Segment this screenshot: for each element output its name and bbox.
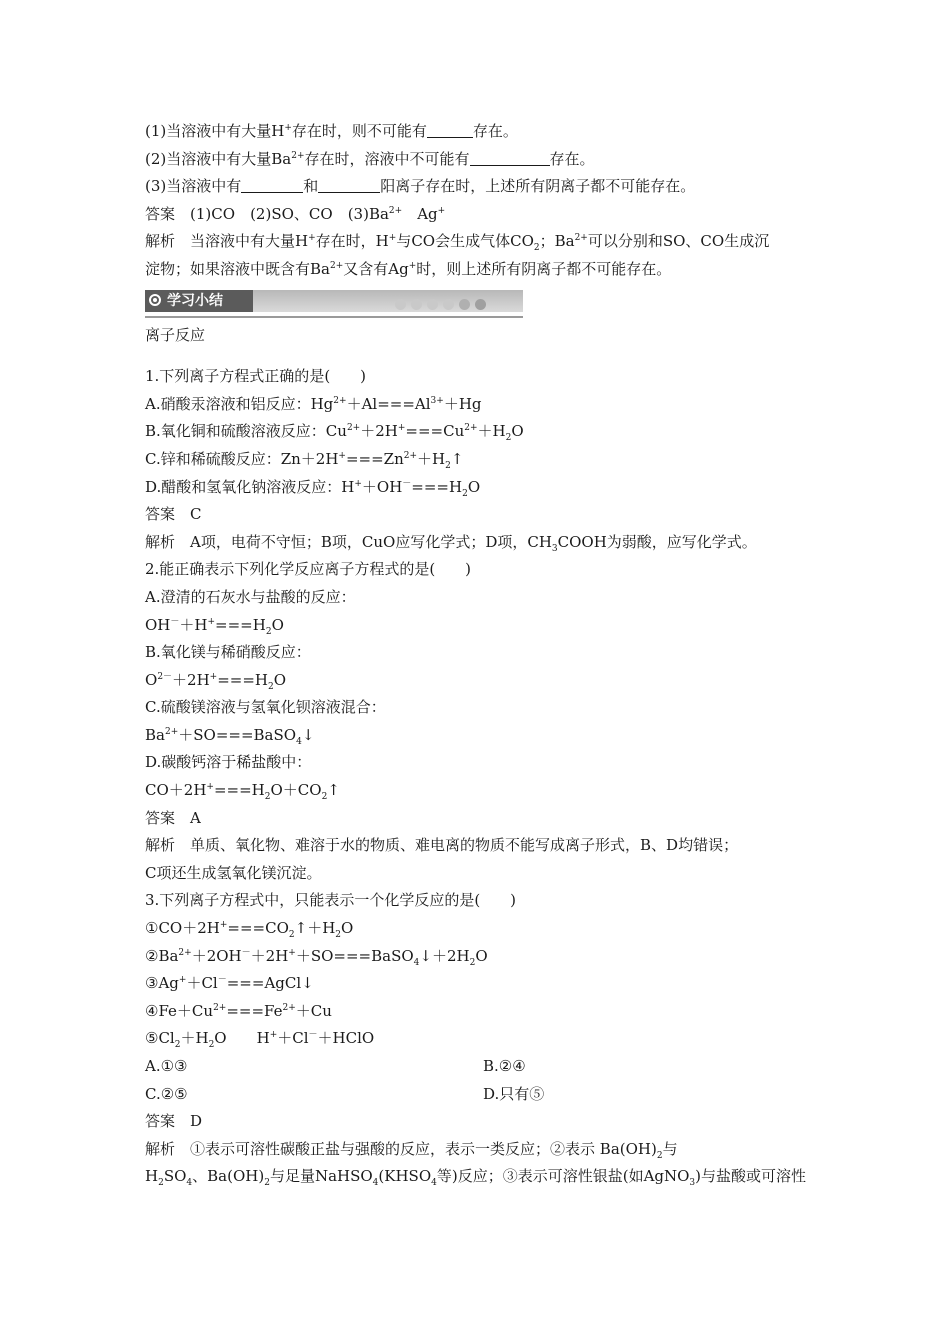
dot-icon: [427, 299, 438, 310]
section-banner: [145, 286, 825, 318]
intro-analysis-line2: 淀物；如果溶液中既含有$Ba^{2+}$又含有Ag+时，则上述所有阴离子都不可能存在。: [145, 259, 672, 278]
q1-stem: 1.下列离子方程式正确的是( ): [145, 367, 367, 386]
q3-options-row1: [145, 1053, 825, 1081]
q3-analysis-line1: 解析 ①表示可溶性碳酸正盐与强酸的反应，表示一类反应；②表示 $Ba(OH)_2$与: [145, 1139, 678, 1161]
document-page: [145, 118, 825, 1191]
q3-equation-4: $④Fe+Cu^{2+}===Fe^{2+}+Cu$: [145, 1001, 332, 1020]
q3-answer: 答案 D: [145, 1112, 203, 1131]
dot-icon: [443, 299, 454, 310]
q2-analysis-line1: 解析 单质、氧化物、难溶于水的物质、难电离的物质不能写成离子形式，B、D均错误；: [145, 836, 739, 855]
q2-stem: 2.能正确表示下列化学反应离子方程式的是( ): [145, 560, 472, 579]
intro-q3: (3)当溶液中有 和 阳离子存在时，上述所有阴离子都不可能存在。: [145, 177, 696, 196]
intro-q2: (2)当溶液中有大量$Ba^{2+}$存在时，溶液中不可能有 存在。: [145, 149, 595, 168]
q2-option-c-equation: $Ba^{2+}+SO===BaSO_4↓$: [145, 725, 315, 747]
answer-blank[interactable]: [427, 123, 473, 138]
dot-icon: [459, 299, 470, 310]
q1-option-a[interactable]: A.硝酸汞溶液和铝反应：$Hg^{2+}+Al===Al^{3+}+Hg$: [145, 394, 482, 413]
q2-option-a-equation: $OH^-+H^+===H_2O$: [145, 615, 284, 637]
q1-option-b[interactable]: B.氧化铜和硫酸溶液反应：$Cu^{2+}+2H^+===Cu^{2+}+H_2O$: [145, 422, 524, 444]
q2-option-b[interactable]: B.氧化镁与稀硝酸反应：: [145, 643, 311, 662]
q2-option-b-equation: $O^{2-}+2H^+===H_2O$: [145, 670, 287, 692]
q2-option-a[interactable]: A.澄清的石灰水与盐酸的反应：: [145, 587, 356, 606]
q3-option-d[interactable]: D.只有⑤: [483, 1084, 545, 1103]
q2-answer: 答案 A: [145, 808, 201, 827]
summary-title: 离子反应: [145, 325, 206, 344]
q2-analysis-line2: C项还生成氢氧化镁沉淀。: [145, 863, 322, 882]
banner-label: 学习小结: [145, 290, 253, 312]
q2-option-c[interactable]: C.硫酸镁溶液与氢氧化钡溶液混合：: [145, 698, 386, 717]
q3-equation-2: $②Ba^{2+}+2OH^-+2H^++SO===BaSO_4↓+2H_2O$: [145, 946, 488, 968]
intro-analysis-line1: 解析 当溶液中有大量H+存在时，H+与CO会生成气体$CO_2$；$Ba^{2+}$可以分别和SO、CO生成沉: [145, 232, 770, 254]
q3-equation-5: $⑤Cl_2+H_2O$ H+＋Cl－＋HClO: [145, 1029, 375, 1051]
q3-equation-1: $①CO+2H^+===CO_2↑+H_2O$: [145, 919, 354, 941]
q3-option-c[interactable]: C.②⑤: [145, 1084, 188, 1103]
q1-answer: 答案 C: [145, 505, 202, 524]
banner-underline: [145, 316, 523, 318]
dot-icon: [411, 299, 422, 310]
q3-option-a[interactable]: A.①③: [145, 1057, 188, 1075]
q1-option-c[interactable]: C.锌和稀硫酸反应：$Zn+2H^+===Zn^{2+}+H_2↑$: [145, 449, 464, 471]
q3-option-b[interactable]: B.②④: [483, 1057, 526, 1075]
intro-answer: 答案 (1)CO (2)SO、CO $(3)Ba^{2+}$ Ag+: [145, 204, 446, 223]
answer-blank[interactable]: [241, 178, 303, 193]
intro-q1: (1)当溶液中有大量H+存在时，则不可能有 存在。: [145, 122, 518, 140]
answer-blank[interactable]: [470, 151, 550, 166]
q2-option-d-equation: $CO+2H^+===H_2O+CO_2↑$: [145, 781, 340, 803]
answer-blank[interactable]: [318, 178, 380, 193]
q3-analysis-line2: $H_2SO_4$、$Ba(OH)_2$与足量$NaHSO_4(KHSO_4$等)反应；③表示可溶性银盐(如AgNO$_3$)与盐酸或可溶性: [145, 1167, 807, 1189]
q3-options-row2: [145, 1081, 825, 1109]
q2-option-d[interactable]: D.碳酸钙溶于稀盐酸中：: [145, 753, 312, 772]
q1-analysis: 解析 A项，电荷不守恒；B项，CuO应写化学式；D项，$CH_3COOH$为弱酸，应写化学式。: [145, 532, 757, 554]
dot-icon: [475, 299, 486, 310]
banner-dots: [395, 295, 491, 314]
dot-icon: [395, 299, 406, 310]
target-icon: [149, 294, 161, 306]
q3-stem: 3.下列离子方程式中，只能表示一个化学反应的是( ): [145, 891, 517, 910]
q1-option-d[interactable]: D.醋酸和氢氧化钠溶液反应：$H^++OH^-===H_2O$: [145, 477, 481, 499]
q3-equation-3: ③Ag+＋Cl－===AgCl↓: [145, 974, 314, 993]
